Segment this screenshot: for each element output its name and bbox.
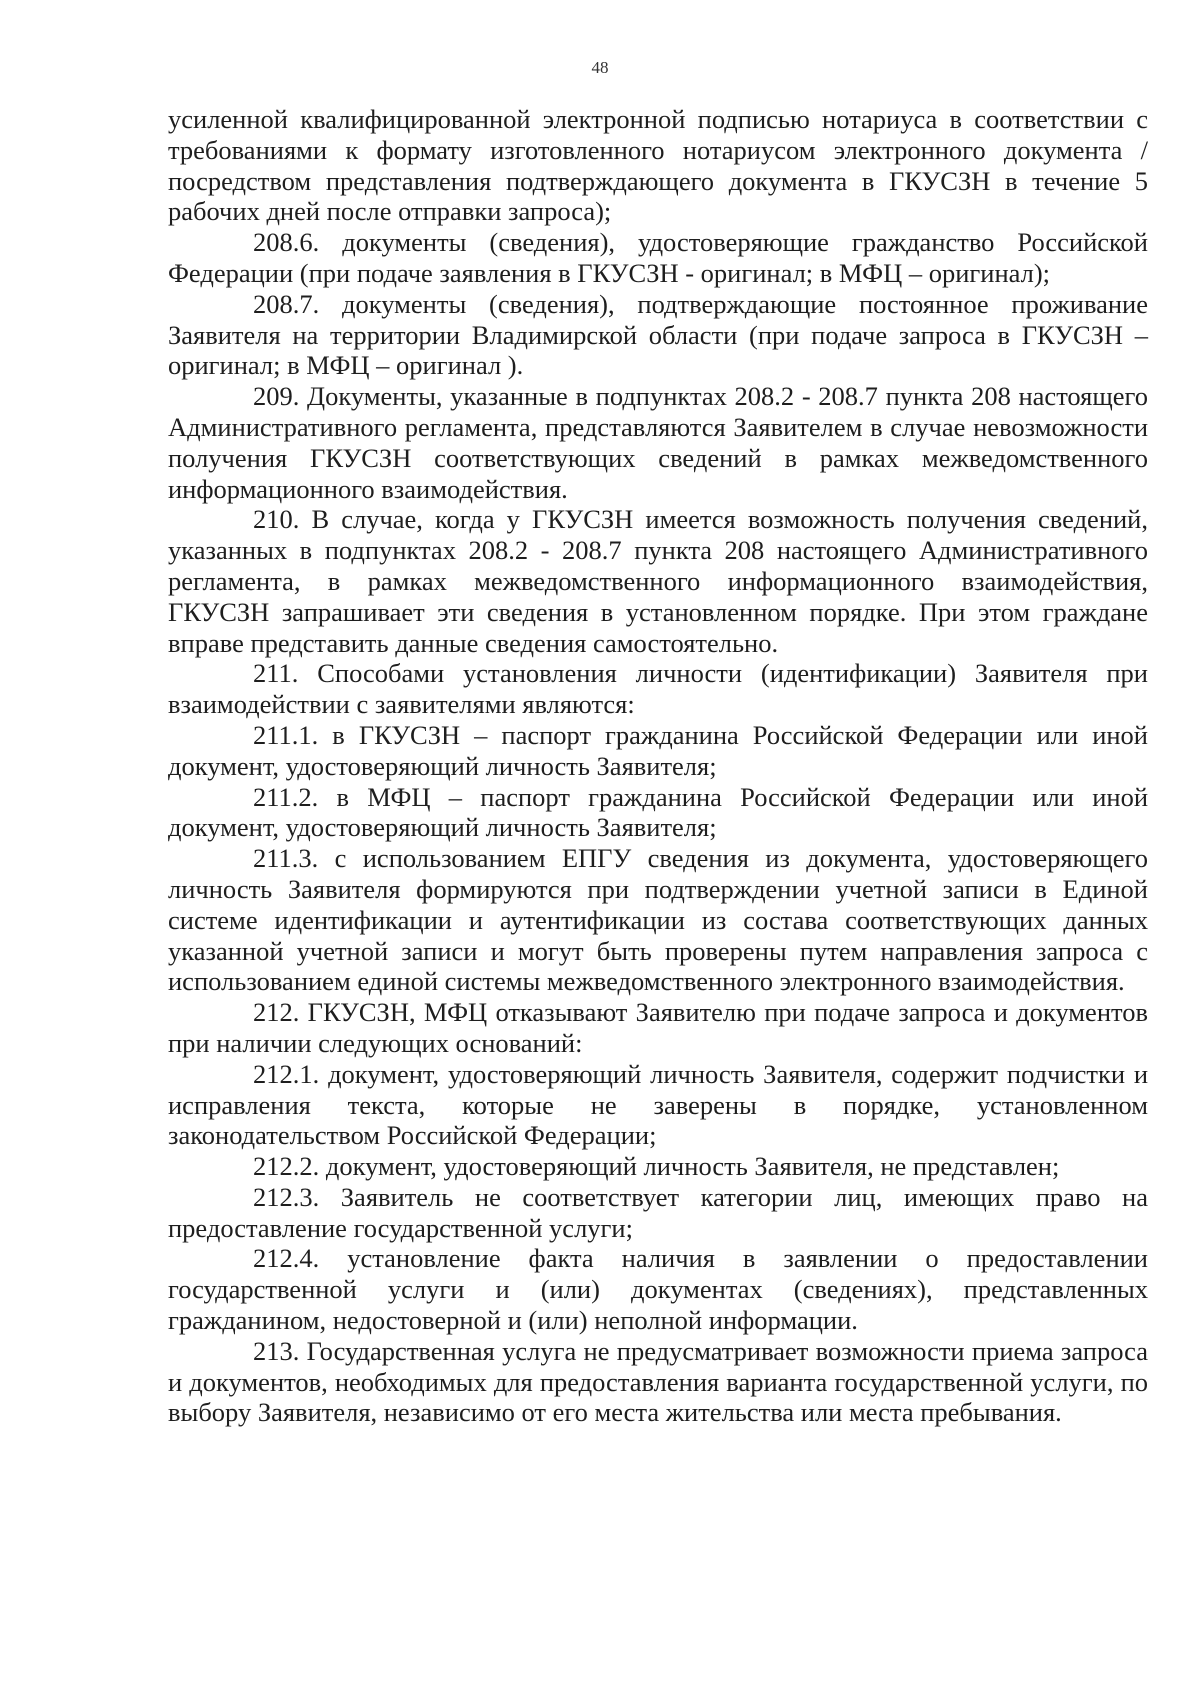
paragraph: 212.2. документ, удостоверяющий личность Заявителя, не представлен; xyxy=(253,1151,1060,1182)
paragraph: 212. ГКУСЗН, МФЦ отказывают Заявителю при подаче запроса и документов при наличии следующих оснований: xyxy=(168,997,1148,1058)
page-number: 48 xyxy=(591,58,609,77)
paragraph: 211.2. в МФЦ – паспорт гражданина Российской Федерации или иной документ, удостоверяющий личность Заявителя; xyxy=(168,781,1148,843)
paragraph: 211.1. в ГКУСЗН – паспорт гражданина Российской Федерации или иной документ, удостоверяющий личность Заявителя; xyxy=(168,719,1148,781)
paragraph: 211.3. с использованием ЕПГУ сведения из документа, удостоверяющего личность Заявителя формируются при подтверждении учетной записи в Единой системе идентификации и аутентификации из состава соответствующих данных указанной учетной записи и могут быть проверены путем направления запроса с использованием единой системы межведомственного электронного взаимодействия. xyxy=(168,843,1148,997)
paragraph: 211. Способами установления личности (идентификации) Заявителя при взаимодействии с заявителями являются: xyxy=(168,658,1148,720)
paragraph: 212.1. документ, удостоверяющий личность Заявителя, содержит подчистки и исправления текста, которые не заверены в порядке, установленном законодательством Российской Федерации; xyxy=(168,1058,1148,1151)
paragraph: усиленной квалифицированной электронной подписью нотариуса в соответствии с требованиями к формату изготовленного нотариусом электронного документа / посредством представления подтверждающего документа в ГКУСЗН в течение 5 рабочих дней после отправки запроса); xyxy=(168,104,1148,227)
paragraph: 212.4. установление факта наличия в заявлении о предоставлении государственной услуги и (или) документах (сведениях), представленных гражданином, недостоверной и (или) неполной информации. xyxy=(168,1243,1148,1336)
paragraph: 208.7. документы (сведения), подтверждающие постоянное проживание Заявителя на территории Владимирской области (при подаче запроса в ГКУСЗН – оригинал; в МФЦ – оригинал ). xyxy=(168,288,1148,381)
document-body xyxy=(168,104,1148,1428)
paragraph: 213. Государственная услуга не предусматривает возможности приема запроса и документов, необходимых для предоставления варианта государственной услуги, по выбору Заявителя, независимо от его места жительства или места пребывания. xyxy=(168,1335,1148,1428)
paragraph: 209. Документы, указанные в подпунктах 208.2 - 208.7 пункта 208 настоящего Административного регламента, представляются Заявителем в случае невозможности получения ГКУСЗН соответствующих сведений в рамках межведомственного информационного взаимодействия. xyxy=(168,381,1148,504)
paragraph: 208.6. документы (сведения), удостоверяющие гражданство Российской Федерации (при подаче заявления в ГКУСЗН - оригинал; в МФЦ – оригинал); xyxy=(168,227,1148,288)
paragraph: 210. В случае, когда у ГКУСЗН имеется возможность получения сведений, указанных в подпунктах 208.2 - 208.7 пункта 208 настоящего Административного регламента, в рамках межведомственного информационного взаимодействия, ГКУСЗН запрашивает эти сведения в установленном порядке. При этом граждане вправе представить данные сведения самостоятельно. xyxy=(168,504,1148,658)
paragraph: 212.3. Заявитель не соответствует категории лиц, имеющих право на предоставление государственной услуги; xyxy=(168,1181,1148,1243)
